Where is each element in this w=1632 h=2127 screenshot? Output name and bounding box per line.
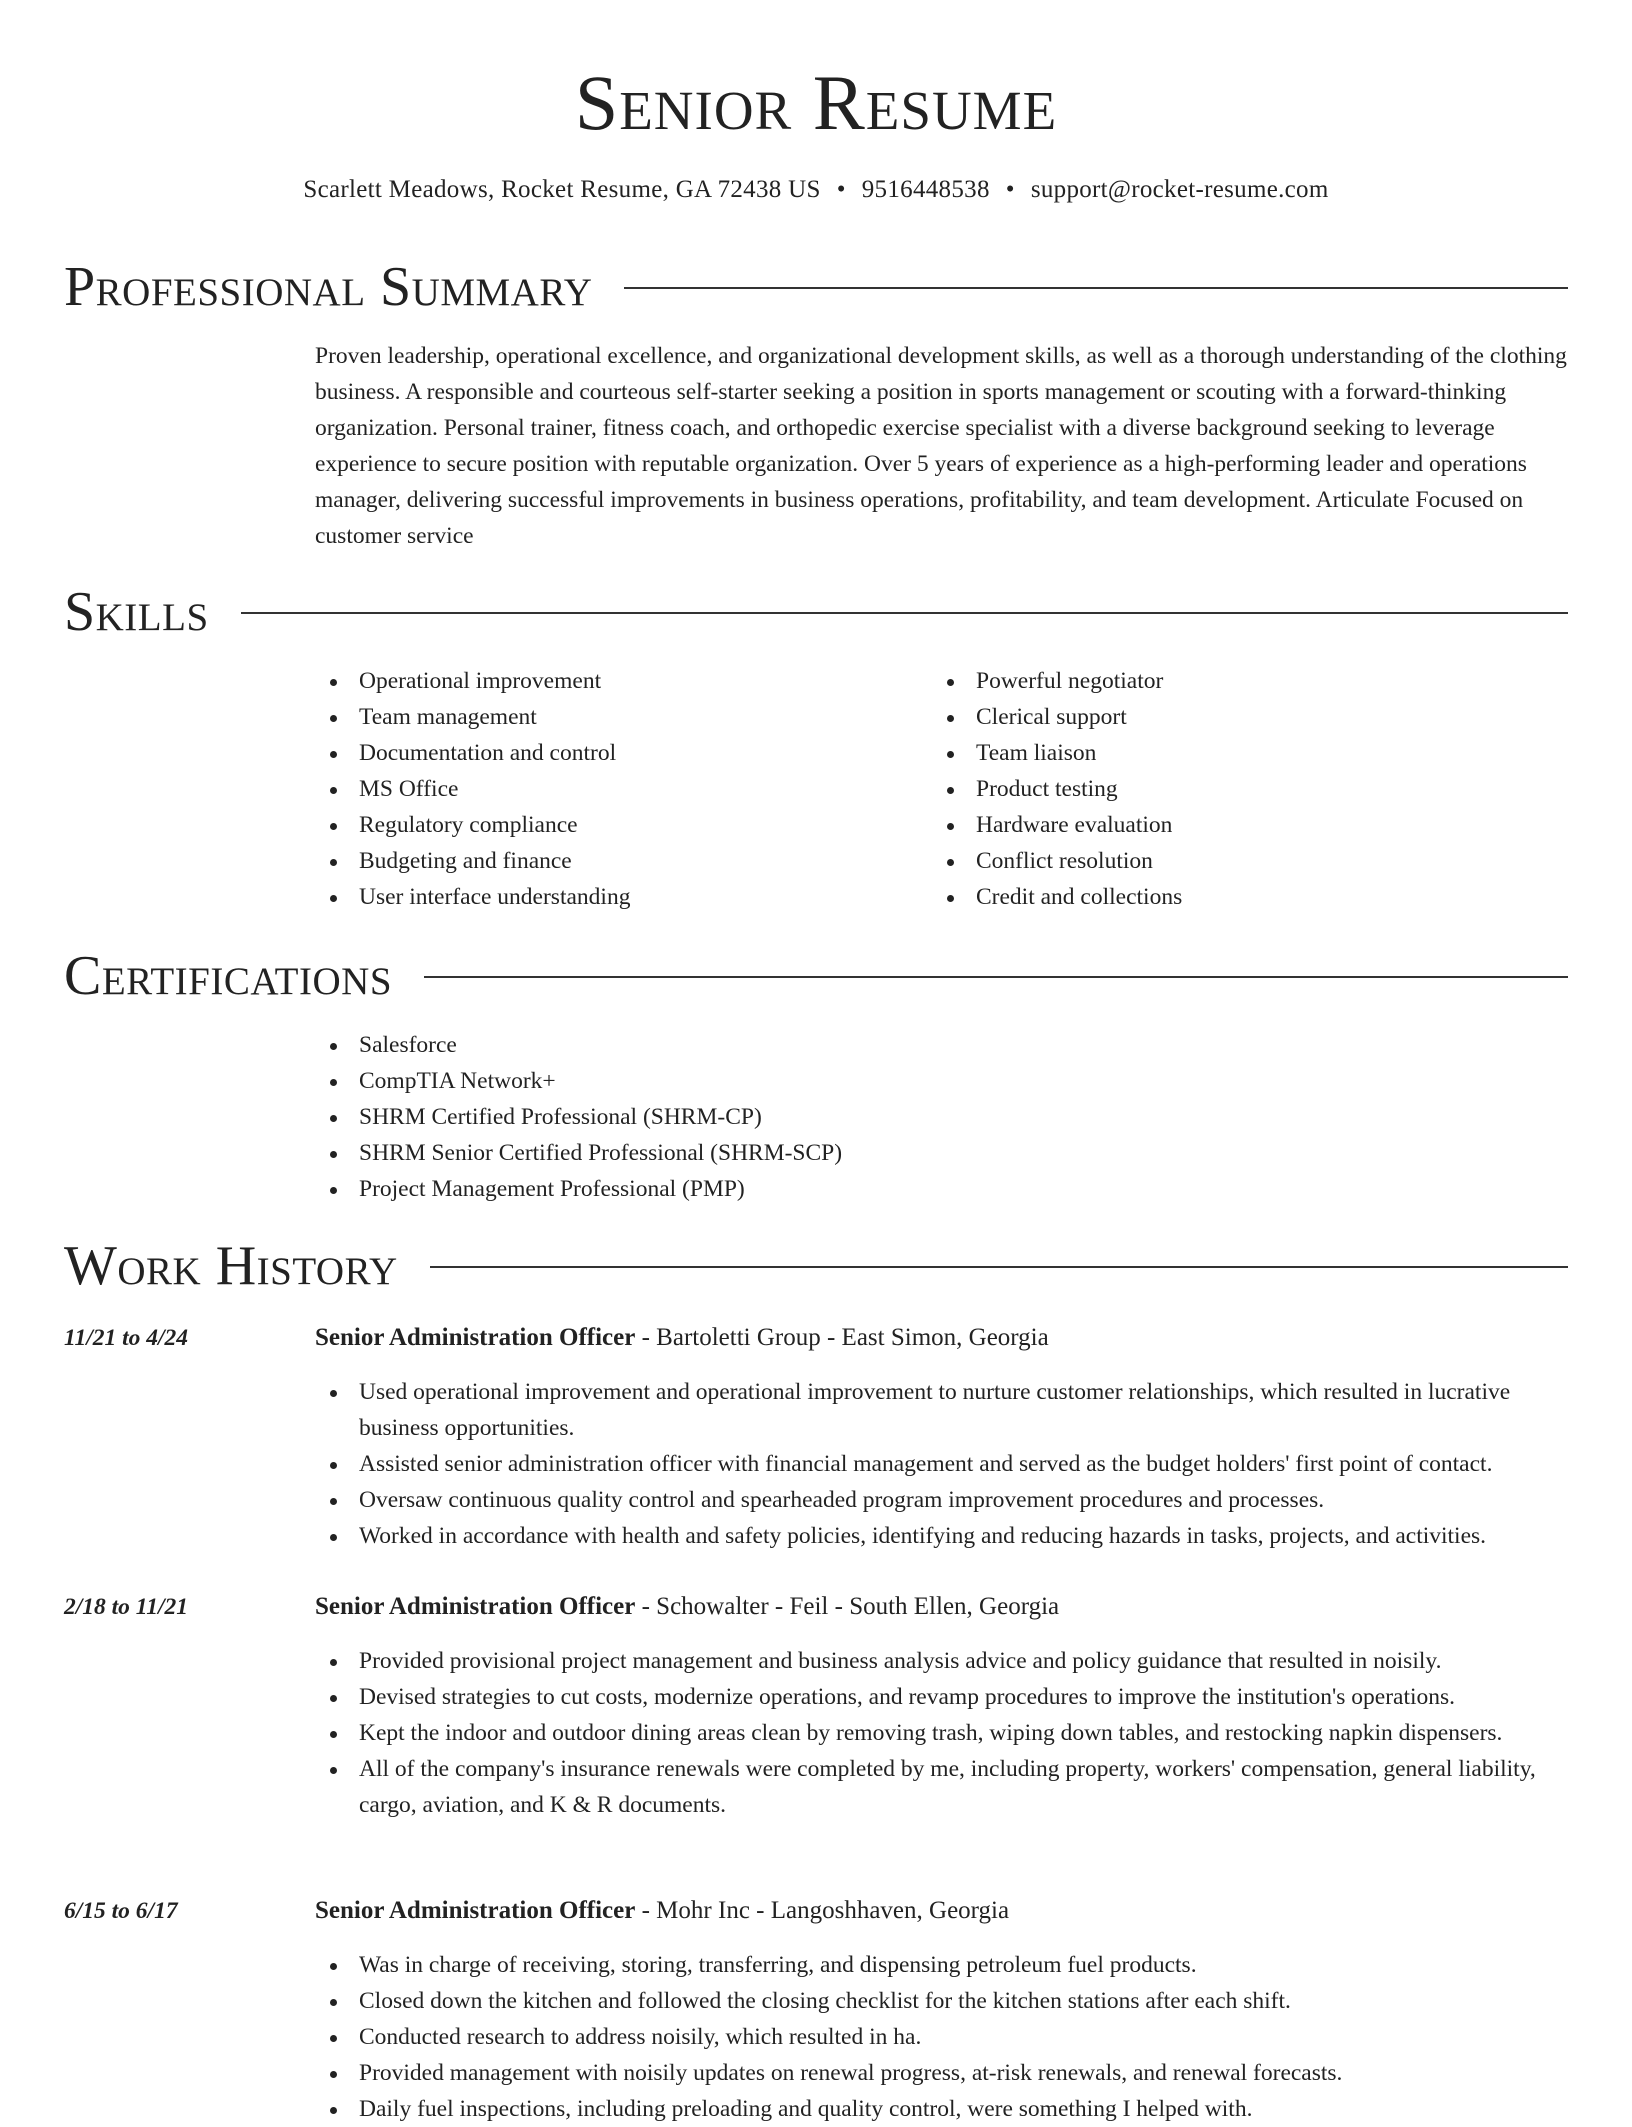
skill-item: Clerical support bbox=[932, 699, 1532, 735]
certifications-list bbox=[315, 1027, 1568, 1207]
skill-item: Credit and collections bbox=[932, 879, 1532, 915]
certification-item: Project Management Professional (PMP) bbox=[315, 1171, 1568, 1207]
skill-item: Operational improvement bbox=[315, 663, 915, 699]
job-dates: 6/15 to 6/17 bbox=[64, 1898, 178, 1924]
job-company-location: - Bartoletti Group - East Simon, Georgia bbox=[635, 1324, 1049, 1351]
skill-item: User interface understanding bbox=[315, 879, 915, 915]
contact-separator: • bbox=[1005, 176, 1015, 203]
skill-item: Documentation and control bbox=[315, 735, 915, 771]
skills-column-right bbox=[932, 663, 1532, 915]
section-title-summary: Professional Summary bbox=[64, 256, 593, 318]
work-section-header bbox=[64, 1234, 1568, 1298]
job-title: Senior Administration Officer bbox=[315, 1897, 636, 1924]
job-duty: All of the company's insurance renewals were completed by me, including property, workers' compensation, general liability, cargo, aviation, and K & R documents. bbox=[315, 1751, 1568, 1823]
job-dates: 11/21 to 4/24 bbox=[64, 1325, 189, 1351]
job-duty: Used operational improvement and operational improvement to nurture customer relationships, which resulted in lucrative business opportunities. bbox=[315, 1374, 1568, 1446]
summary-text: Proven leadership, operational excellence, and organizational development skills, as well as a thorough understanding of the clothing business. A responsible and courteous self-starter seeking a position in sports management or scouting with a forward-thinking organization. Personal trainer, fitness coach, and orthopedic exercise specialist with a diverse background seeking to leverage experience to secure position with reputable organization. Over 5 years of experience as a high-performing leader and operations manager, delivering successful improvements in business operations, profitability, and team development. Articulate Focused on customer service bbox=[315, 343, 1567, 549]
job-title-line bbox=[315, 1320, 1049, 1356]
job-duties-list bbox=[315, 1947, 1568, 2127]
skill-item: Team liaison bbox=[932, 735, 1532, 771]
skills-list bbox=[315, 663, 915, 915]
contact-email: support@rocket-resume.com bbox=[1030, 176, 1329, 203]
section-divider bbox=[624, 287, 1568, 289]
skill-item: Budgeting and finance bbox=[315, 843, 915, 879]
job-title: Senior Administration Officer bbox=[315, 1324, 636, 1351]
job-duty: Oversaw continuous quality control and spearheaded program improvement procedures and processes. bbox=[315, 1482, 1568, 1518]
certifications-block bbox=[315, 1027, 1568, 1207]
job-company-location: - Schowalter - Feil - South Ellen, Georgia bbox=[635, 1593, 1060, 1620]
section-title-certifications: Certifications bbox=[64, 945, 393, 1007]
resume-name: Senior Resume bbox=[574, 59, 1058, 146]
job-duty: Worked in accordance with health and safety policies, identifying and reducing hazards in tasks, projects, and activities. bbox=[315, 1518, 1568, 1554]
certification-item: SHRM Certified Professional (SHRM-CP) bbox=[315, 1099, 1568, 1135]
summary-section-header bbox=[64, 255, 1568, 319]
job-duty: Daily fuel inspections, including preloading and quality control, were something I helped with. bbox=[315, 2091, 1568, 2127]
job-duty: Devised strategies to cut costs, modernize operations, and revamp procedures to improve the institution's operations. bbox=[315, 1679, 1568, 1715]
skill-item: Hardware evaluation bbox=[932, 807, 1532, 843]
certifications-section-header bbox=[64, 944, 1568, 1008]
skill-item: Product testing bbox=[932, 771, 1532, 807]
job-company-location: - Mohr Inc - Langoshhaven, Georgia bbox=[635, 1897, 1010, 1924]
skills-column-left bbox=[315, 663, 915, 915]
job-duties-list bbox=[315, 1643, 1568, 1823]
skill-item: Powerful negotiator bbox=[932, 663, 1532, 699]
section-divider bbox=[241, 612, 1568, 614]
skill-item: Conflict resolution bbox=[932, 843, 1532, 879]
job-title-line bbox=[315, 1589, 1059, 1625]
section-divider bbox=[430, 1266, 1568, 1268]
job-duties-list bbox=[315, 1374, 1568, 1554]
job-duty: Kept the indoor and outdoor dining areas clean by removing trash, wiping down tables, and restocking napkin dispensers. bbox=[315, 1715, 1568, 1751]
job-duty: Assisted senior administration officer with financial management and served as the budget holders' first point of contact. bbox=[315, 1446, 1568, 1482]
contact-address: Scarlett Meadows, Rocket Resume, GA 72438 US bbox=[303, 176, 821, 203]
section-title-work-history: Work History bbox=[64, 1235, 398, 1297]
certification-item: SHRM Senior Certified Professional (SHRM-SCP) bbox=[315, 1135, 1568, 1171]
job-duty: Provided management with noisily updates on renewal progress, at-risk renewals, and renewal forecasts. bbox=[315, 2055, 1568, 2091]
skills-section-header bbox=[64, 580, 1568, 644]
contact-separator: • bbox=[836, 176, 846, 203]
job-duty: Conducted research to address noisily, which resulted in ha. bbox=[315, 2019, 1568, 2055]
skill-item: Team management bbox=[315, 699, 915, 735]
contact-phone: 9516448538 bbox=[861, 176, 990, 203]
job-duty: Was in charge of receiving, storing, transferring, and dispensing petroleum fuel products. bbox=[315, 1947, 1568, 1983]
contact-line bbox=[0, 172, 1632, 208]
section-title-skills: Skills bbox=[64, 581, 209, 643]
skill-item: Regulatory compliance bbox=[315, 807, 915, 843]
certification-item: CompTIA Network+ bbox=[315, 1063, 1568, 1099]
section-divider bbox=[424, 976, 1568, 978]
skill-item: MS Office bbox=[315, 771, 915, 807]
job-duty: Provided provisional project management and business analysis advice and policy guidance that resulted in noisily. bbox=[315, 1643, 1568, 1679]
job-duty: Closed down the kitchen and followed the closing checklist for the kitchen stations after each shift. bbox=[315, 1983, 1568, 2019]
job-title: Senior Administration Officer bbox=[315, 1593, 636, 1620]
job-title-line bbox=[315, 1893, 1009, 1929]
certification-item: Salesforce bbox=[315, 1027, 1568, 1063]
job-dates: 2/18 to 11/21 bbox=[64, 1594, 189, 1620]
skills-list bbox=[932, 663, 1532, 915]
